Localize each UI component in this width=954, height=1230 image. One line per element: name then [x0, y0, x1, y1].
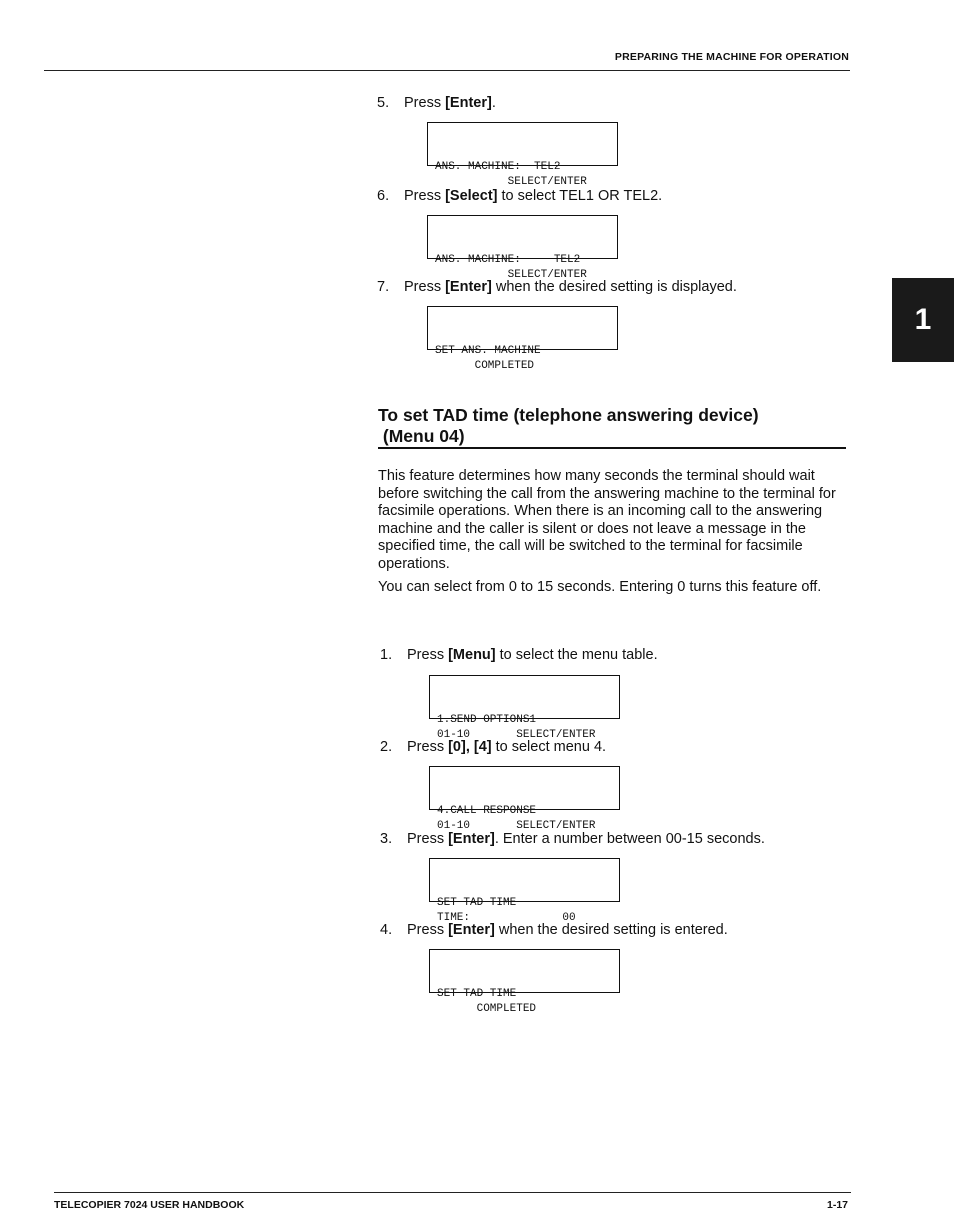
key-label: [0], [4] [448, 739, 492, 755]
lcd-display: SET ANS. MACHINE COMPLETED [427, 306, 618, 350]
running-header: PREPARING THE MACHINE FOR OPERATION [614, 51, 849, 63]
key-label: [Enter] [445, 279, 492, 295]
step-6: 6. Press [Select] to select TEL1 OR TEL2. [377, 188, 663, 204]
lcd-display: ANS. MACHINE: TEL2 SELECT/ENTER [427, 122, 618, 166]
footer-divider [54, 1192, 851, 1193]
key-label: [Menu] [448, 647, 496, 663]
lcd-display: 4.CALL RESPONSE 01-10 SELECT/ENTER [429, 766, 620, 810]
footer-title: TELECOPIER 7024 USER HANDBOOK [54, 1199, 245, 1211]
lcd-display: SET TAD TIME TIME: 00 [429, 858, 620, 902]
lcd-display: 1.SEND OPTIONS1 01-10 SELECT/ENTER [429, 675, 620, 719]
chapter-tab: 1 [892, 278, 954, 362]
section-heading: To set TAD time (telephone answering device) (Menu 04) [378, 405, 759, 446]
lcd-display: ANS. MACHINE: TEL2 SELECT/ENTER [427, 215, 618, 259]
page-number: 1-17 [826, 1199, 848, 1211]
key-label: [Select] [445, 188, 498, 204]
header-divider [44, 70, 850, 71]
body-paragraph: This feature determines how many seconds the terminal should wait before switching the call from the answering machine to the terminal for facsimile operations. When there is an incoming call to the answering machine and the caller is silent or does not leave a message in the specified time, the call will be switched to the terminal for facsimile operations. [378, 468, 836, 572]
key-label: [Enter] [448, 831, 495, 847]
step-1: 1. Press [Menu] to select the menu table. [380, 647, 658, 663]
step-7: 7. Press [Enter] when the desired setting is displayed. [377, 279, 737, 295]
step-3: 3. Press [Enter]. Enter a number between 00-15 seconds. [380, 831, 765, 847]
body-paragraph: You can select from 0 to 15 seconds. Entering 0 turns this feature off. [378, 579, 822, 595]
section-divider [378, 447, 846, 449]
lcd-display: SET TAD TIME COMPLETED [429, 949, 620, 993]
step-2: 2. Press [0], [4] to select menu 4. [380, 739, 607, 755]
step-5: 5. Press [Enter]. [377, 95, 496, 111]
key-label: [Enter] [448, 922, 495, 938]
key-label: [Enter] [445, 95, 492, 111]
step-4: 4. Press [Enter] when the desired setting is entered. [380, 922, 728, 938]
